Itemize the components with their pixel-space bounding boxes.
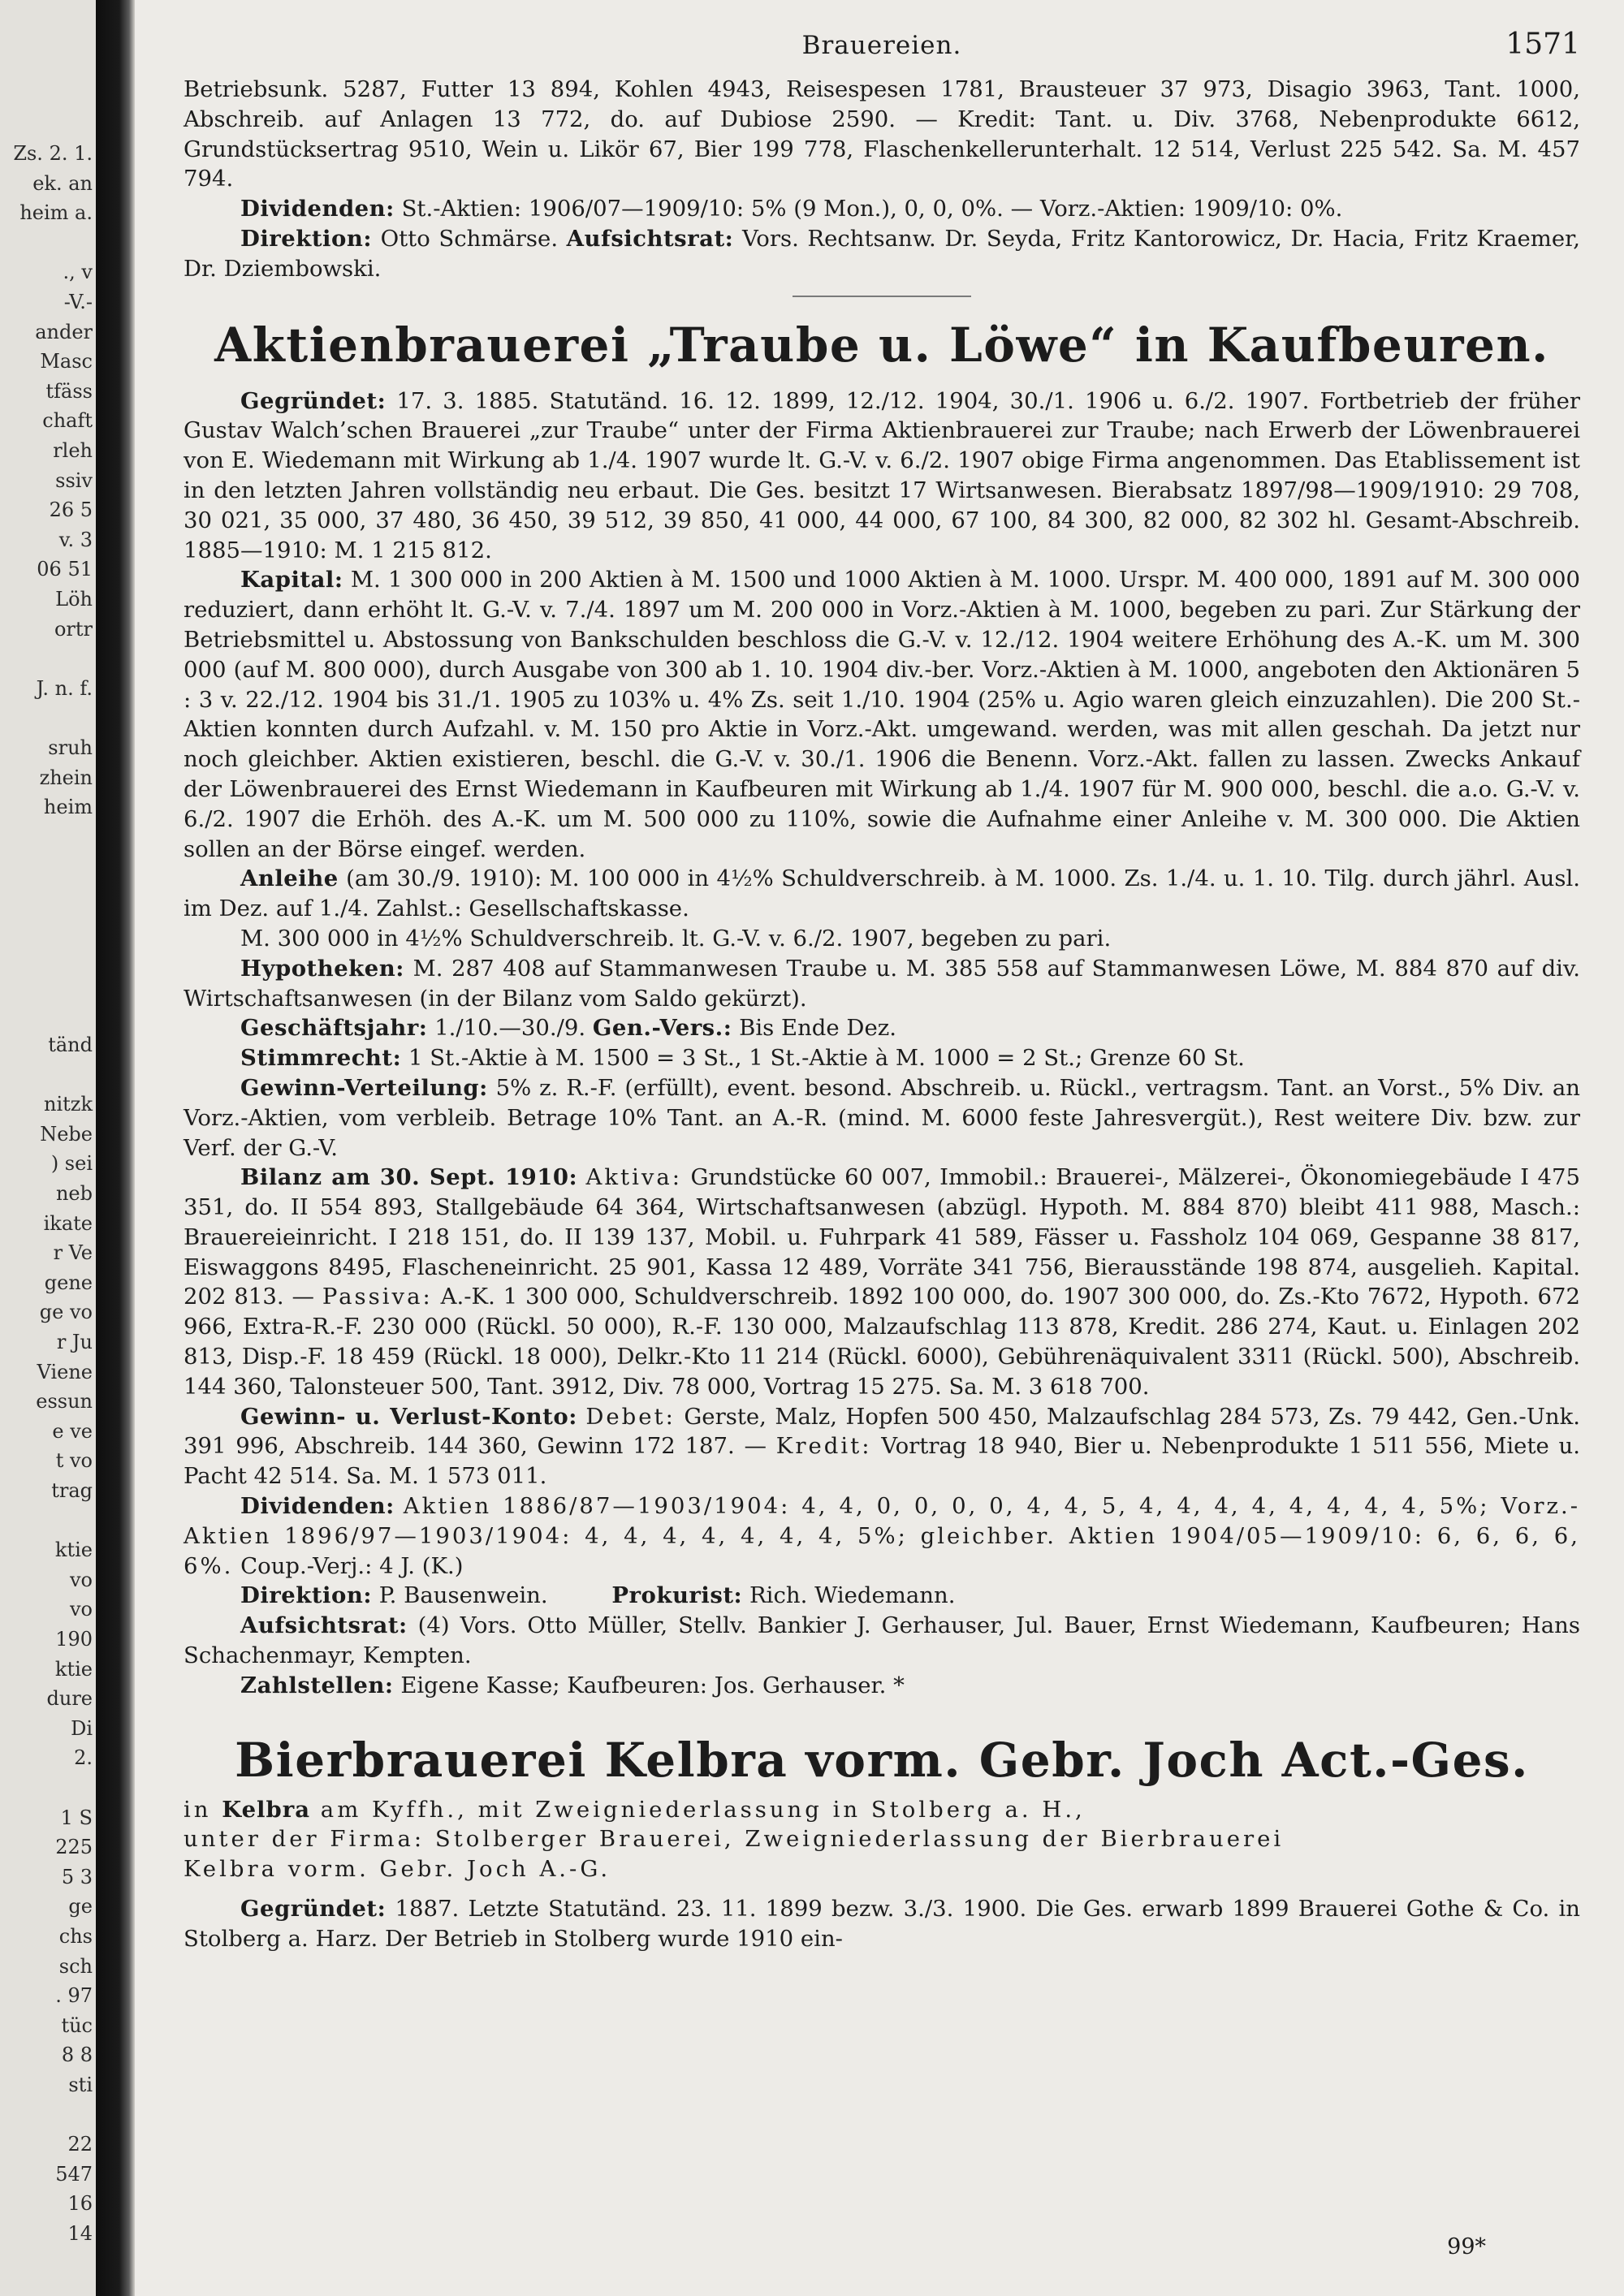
kelbra-gegruendet-label: Gegründet: (240, 1896, 387, 1923)
previous-page-fragment: t vo (55, 1449, 93, 1473)
page-header (184, 28, 1580, 75)
dividenden-paragraph (184, 1491, 1580, 1581)
previous-page-fragment: Di (71, 1716, 93, 1740)
aktiva-label: Aktiva: (585, 1164, 683, 1191)
debet-label: Debet: (585, 1403, 676, 1430)
previous-page-fragment: heim a. (19, 201, 93, 225)
anleihe-paragraph (184, 864, 1580, 924)
genvers-text: Bis Ende Dez. (739, 1015, 896, 1042)
entry-traube-loewe (184, 318, 1580, 1701)
previous-page-fragment: heim (43, 796, 93, 819)
previous-page-fragment: sti (68, 2074, 93, 2096)
kelbra-gegruendet-paragraph (184, 1894, 1580, 1954)
previous-page-fragment: neb (55, 1182, 93, 1205)
prokurist-text: Rich. Wiedemann. (749, 1582, 956, 1609)
guv-paragraph (184, 1402, 1580, 1491)
previous-page-fragment: Masc (40, 350, 93, 373)
previous-page-fragment: r Ve (53, 1241, 93, 1265)
gegruendet-text: 17. 3. 1885. Statutänd. 16. 12. 1899, 12./12. 1904, 30./1. 1906 u. 6./2. 1907. Fortbetrieb der früher Gustav Walch’schen Brauerei „zur Traube“ unter der Firma Aktienbrauerei zur Traube; nach Erwerb der Löwenbrauerei von E. Wiedemann mit Wirkung ab 1./4. 1907 wurde lt. G.-V. v. 6./2. 1907 obige Firma angenommen. Das Etablissement ist in den letzten Jahren vollständig neu erbaut. Die Ges. besitzt 17 Wirtsanwesen. Bierabsatz 1897/98—1909/1910: 29 708, 30 021, 35 000, 37 480, 36 450, 39 512, 39 850, 41 000, 44 000, 67 100, 84 300, 82 000, 82 302 hl. Gesamt-Abschreib. 1885—1910: M. 1 215 812. (184, 387, 1580, 563)
previous-page-fragment: Nebe (40, 1122, 93, 1146)
previous-entry-dividends (184, 194, 1580, 224)
subtitle-line-1 (184, 1795, 1580, 1825)
gewinn-verteilung-label: Gewinn-Verteilung: (240, 1074, 488, 1101)
aufsichtsrat-label-2: Aufsichtsrat: (240, 1612, 408, 1639)
previous-page-edge (0, 0, 96, 2296)
previous-page-fragment: v. 3 (58, 528, 93, 551)
gewinn-verteilung-paragraph (184, 1073, 1580, 1163)
previous-page-fragment: 5 3 (61, 1865, 93, 1888)
aufsichtsrat-text: Vors. Rechtsanw. Dr. Seyda, Fritz Kantorowicz, Dr. Hacia, Fritz Kraemer, Dr. Dziembowski. (184, 225, 1580, 282)
previous-page-fragment: e ve (52, 1419, 93, 1443)
previous-page-fragment: 16 (67, 2192, 93, 2216)
anleihe-text: (am 30./9. 1910): M. 100 000 in 4½% Schuldverschreib. à M. 1000. Zs. 1./4. u. 1. 10. Tilg. durch jährl. Ausl. im Dez. auf 1./4. Zahlst.: Gesellschaftskasse. (184, 865, 1580, 922)
direktion-paragraph (184, 1581, 1580, 1611)
direktion-label: Direktion: (240, 225, 372, 252)
dividenden-label: Dividenden: (240, 1493, 395, 1520)
geschaeftsjahr-text: 1./10.—30./9. (434, 1015, 586, 1042)
previous-page-fragment: chaft (42, 409, 93, 433)
previous-page-fragment: Löh (55, 588, 93, 611)
subtitle-place: Kelbra (222, 1796, 311, 1823)
stimmrecht-text: 1 St.-Aktie à M. 1500 = 3 St., 1 St.-Aktie à M. 1000 = 2 St.; Grenze 60 St. (408, 1045, 1245, 1072)
debet-text: Gerste, Malz, Hopfen 500 450, Malzaufschlag 284 573, Zs. 79 442, Gen.-Unk. 391 996, Abschreib. 144 360, Gewinn 172 187. — (184, 1403, 1581, 1460)
gegruendet-label: Gegründet: (240, 387, 387, 414)
anleihe-paragraph-2 (184, 924, 1580, 954)
subtitle-line-3: Kelbra vorm. Gebr. Joch A.-G. (184, 1856, 611, 1883)
previous-page-fragment: gene (44, 1271, 93, 1294)
previous-entry-text: Betriebsunk. 5287, Futter 13 894, Kohlen 4943, Reisespesen 1781, Brausteuer 37 973, Disagio 3963, Tant. 1000, Abschreib. auf Anlagen 13 772, do. auf Dubiose 2590. — Kredit: Tant. u. Div. 3768, Nebenprodukte 6612, Grundstücksertrag 9510, Wein u. Likör 67, Bier 199 778, Flaschenkellerunterhalt. 12 514, Verlust 225 542. Sa. M. 457 794. (184, 76, 1580, 192)
aktiva-text: Grundstücke 60 007, Immobil.: Brauerei-, Mälzerei-, Ökonomiegebäude I 475 351, do. II 554 893, Stallgebäude 64 364, Wirtschaftsanwesen (abzügl. Hypoth. M. 884 870) bleibt 411 988, Masch.: Brauereieinricht. I 218 151, do. II 139 137, Mobil. u. Fuhrpark 41 589, Fässer u. Fassholz 104 069, Gespanne 38 817, Eiswaggons 8495, Flascheneinricht. 25 901, Kassa 12 489, Vorräte 341 756, Bierausstände 198 874, ausgelieh. Kapital. 202 813. — (184, 1164, 1580, 1310)
zahlstellen-text: Eigene Kasse; Kaufbeuren: Jos. Gerhauser. * (400, 1672, 905, 1698)
previous-page-fragment: ge (68, 1895, 93, 1918)
previous-entry-tail (184, 75, 1580, 284)
dividends-text: St.-Aktien: 1906/07—1909/10: 5% (9 Mon.), 0, 0, 0%. — Vorz.-Aktien: 1909/10: 0%. (401, 196, 1343, 222)
aufsichtsrat-paragraph (184, 1611, 1580, 1671)
previous-page-fragment: 8 8 (61, 2044, 93, 2067)
geschaeftsjahr-paragraph (184, 1013, 1580, 1043)
previous-page-fragment: rleh (53, 439, 93, 462)
zahlstellen-paragraph (184, 1671, 1580, 1701)
hypotheken-paragraph (184, 954, 1580, 1014)
previous-page-fragment: ktie (54, 1539, 93, 1562)
kredit-label: Kredit: (775, 1433, 872, 1460)
previous-page-fragment: tüc (61, 2013, 93, 2037)
aufsichtsrat-label: Aufsichtsrat: (566, 225, 734, 252)
previous-page-fragment: ander (35, 320, 93, 343)
kapital-paragraph (184, 565, 1580, 864)
page-content (184, 28, 1580, 1954)
previous-page-fragment: dure (46, 1687, 93, 1711)
section-divider (793, 296, 971, 297)
kelbra-gegruendet-text: 1887. Letzte Statutänd. 23. 11. 1899 bezw. 3./3. 1900. Die Ges. erwarb 1899 Brauerei Gothe & Co. in Stolberg a. Harz. Der Betrieb in Stolberg wurde 1910 ein- (184, 1896, 1580, 1952)
previous-page-fragment: essun (36, 1390, 93, 1413)
guv-label: Gewinn- u. Verlust-Konto: (240, 1403, 577, 1430)
anleihe-text-2: M. 300 000 in 4½% Schuldverschreib. lt. G.-V. v. 6./2. 1907, begeben zu pari. (240, 925, 1112, 952)
previous-page-fragment: nitzk (44, 1093, 93, 1116)
previous-page-fragment: chs (58, 1925, 93, 1948)
previous-page-fragment: 2. (74, 1746, 93, 1770)
subtitle-rest: am Kyffh., mit Zweigniederlassung in Stolberg a. H., (320, 1796, 1086, 1823)
previous-page-fragment: 26 5 (49, 498, 93, 522)
bilanz-paragraph (184, 1163, 1580, 1401)
stimmrecht-paragraph (184, 1043, 1580, 1073)
previous-page-fragment: Zs. 2. 1. (13, 142, 93, 165)
previous-page-fragment: Viene (37, 1360, 93, 1383)
previous-page-fragment: zhein (39, 766, 93, 789)
direktion-text: Otto Schmärse. (380, 225, 559, 252)
previous-page-fragment: . 97 (55, 1984, 93, 2008)
dividends-label: Dividenden: (240, 196, 395, 222)
book-page (135, 0, 1624, 2296)
coup-text: Coup.-Verj.: 4 J. (K.) (240, 1552, 464, 1579)
entry-title: Aktienbrauerei „Traube u. Löwe“ in Kaufbeuren. (214, 317, 1549, 373)
anleihe-label: Anleihe (240, 865, 339, 892)
previous-page-fragment: 06 51 (37, 558, 93, 581)
previous-page-fragment: sch (58, 1954, 93, 1978)
previous-page-fragment: 14 (67, 2222, 93, 2245)
previous-page-fragment: ortr (54, 617, 93, 641)
bilanz-label: Bilanz am 30. Sept. 1910: (240, 1164, 578, 1191)
previous-page-fragment: tänd (48, 1034, 93, 1056)
hypotheken-text: M. 287 408 auf Stammanwesen Traube u. M. 385 558 auf Stammanwesen Löwe, M. 884 870 auf div. Wirtschaftsanwesen (in der Bilanz vom Saldo gekürzt). (184, 955, 1580, 1012)
entry-kelbra (184, 1733, 1580, 1954)
passiva-label: Passiva: (322, 1284, 433, 1310)
sheet-signature: 99* (1447, 2234, 1486, 2259)
aufsichtsrat-text-2: (4) Vors. Otto Müller, Stellv. Bankier J. Gerhauser, Jul. Bauer, Ernst Wiedemann, Kaufbeuren; Hans Schachenmayr, Kempten. (184, 1612, 1581, 1669)
stimmrecht-label: Stimmrecht: (240, 1045, 402, 1072)
previous-page-fragment: 547 (55, 2162, 93, 2186)
gegruendet-paragraph (184, 386, 1580, 566)
previous-page-fragment: ktie (54, 1657, 93, 1681)
direktion-label-2: Direktion: (240, 1582, 372, 1609)
zahlstellen-label: Zahlstellen: (240, 1672, 394, 1698)
previous-page-fragment: ge vo (39, 1301, 93, 1324)
previous-page-fragment: ) sei (50, 1152, 93, 1176)
previous-page-fragment: 1 S (60, 1806, 93, 1829)
kredit-text: Vortrag 18 940, Bier u. Nebenprodukte 1 511 556, Miete u. Pacht 42 514. Sa. M. 1 573 011. (184, 1433, 1580, 1490)
previous-page-fragment: r Ju (56, 1331, 93, 1353)
direktion-text-2: P. Bausenwein. (378, 1582, 548, 1609)
previous-page-fragment: ikate (43, 1211, 93, 1235)
previous-page-fragment: -V.- (63, 291, 93, 313)
entry-title-kelbra: Bierbrauerei Kelbra vorm. Gebr. Joch Act.-Ges. (235, 1732, 1529, 1788)
previous-page-fragment: ek. an (32, 171, 93, 195)
previous-page-fragment: trag (51, 1479, 93, 1502)
previous-page-fragment: sruh (48, 736, 93, 759)
geschaeftsjahr-label: Geschäftsjahr: (240, 1015, 428, 1042)
dividenden-text: Aktien 1886/87—1903/1904: 4, 4, 0, 0, 0, 0, 4, 4, 5, 4, 4, 4, 4, 4, 4, 4, 4, 5%; Vorz.-Aktien 1896/97—1903/1904: 4, 4, 4, 4, 4, 4, 4, 5%; gleichber. Aktien 1904/05—1909/10: 6, 6, 6, 6, 6%. (184, 1493, 1580, 1579)
running-head: Brauereien. (801, 31, 962, 60)
passiva-text: A.-K. 1 300 000, Schuldverschreib. 1892 100 000, do. 1907 300 000, do. Zs.-Kto 7672, Hypoth. 672 966, Extra-R.-F. 230 000 (Rückl. 50 000), R.-F. 130 000, Malzaufschlag 113 878, Kredit. 286 274, Kaut. u. Einlagen 202 813, Disp.-F. 18 459 (Rückl. 18 000), Delkr.-Kto 11 214 (Rückl. 6000), Gebührenäquivalent 3311 (Rückl. 500), Abschreib. 144 360, Talonsteuer 500, Tant. 3912, Div. 78 000, Vortrag 15 275. Sa. M. 3 618 700. (184, 1284, 1580, 1400)
previous-page-fragment: ssiv (55, 468, 93, 492)
book-binding-shadow (96, 0, 135, 2296)
genvers-label: Gen.-Vers.: (592, 1015, 732, 1042)
previous-page-fragment: 225 (55, 1836, 93, 1859)
hypotheken-label: Hypotheken: (240, 955, 404, 982)
previous-page-fragment: 190 (55, 1628, 93, 1651)
subtitle-line-2: unter der Firma: Stolberger Brauerei, Zweigniederlassung der Bierbrauerei (184, 1826, 1285, 1853)
prokurist-label: Prokurist: (611, 1582, 743, 1609)
subtitle-in: in (184, 1796, 212, 1823)
previous-page-fragment: 22 (67, 2133, 93, 2156)
gewinn-verteilung-text: 5% z. R.-F. (erfüllt), event. besond. Abschreib. u. Rückl., vertragsm. Tant. an Vorst., 5% Div. an Vorz.-Aktien, vom verbleib. Betrage 10% Tant. an A.-R. (mind. M. 6000 feste Jahresvergüt.), Rest weitere Div. bzw. zur Verf. der G.-V. (184, 1074, 1580, 1161)
previous-page-fragment: vo (69, 1568, 93, 1591)
previous-page-fragment: vo (69, 1598, 93, 1621)
previous-entry-direktion (184, 224, 1580, 284)
kapital-label: Kapital: (240, 567, 343, 593)
previous-page-fragment: tfäss (45, 379, 93, 403)
kapital-text: M. 1 300 000 in 200 Aktien à M. 1500 und 1000 Aktien à M. 1000. Urspr. M. 400 000, 1891 auf M. 300 000 reduziert, dann erhöht lt. G.-V. v. 7./4. 1897 um M. 200 000 in Vorz.-Aktien à M. 1000, begeben zu pari. Zur Stärkung der Betriebsmittel u. Abstossung von Bankschulden beschloss die G.-V. v. 12./12. 1904 weitere Erhöhung des A.-K. um M. 300 000 (auf M. 800 000), durch Ausgabe von 300 ab 1. 10. 1904 div.-ber. Vorz.-Aktien à M. 1000, angeboten den Aktionären 5 : 3 v. 22./12. 1904 bis 31./1. 1905 zu 103% u. 4% Zs. seit 1./10. 1904 (25% u. Agio waren gleich einzuzahlen). Die 200 St.-Aktien konnten durch Aufzahl. v. M. 150 pro Aktie in Vorz.-Akt. umgewand. werden, was mit allen geschah. Da jetzt nur noch gleichber. Aktien existieren, beschl. die G.-V. v. 30./1. 1906 die Benenn. Vorz.-Akt. fallen zu lassen. Zwecks Ankauf der Löwenbrauerei des Ernst Wiedemann in Kaufbeuren mit Wirkung ab 1./4. 1907 für M. 900 000, beschl. die a.o. G.-V. v. 6./2. 1907 die Erhöh. des A.-K. um M. 500 000 zu 110%, sowie die Aufnahme einer Anleihe v. M. 300 000. Die Aktien sollen an der Börse eingef. werden. (184, 567, 1580, 862)
previous-page-fragment: ., v (63, 261, 93, 284)
page-number: 1571 (1505, 28, 1580, 61)
previous-page-fragment: J. n. f. (36, 676, 93, 700)
